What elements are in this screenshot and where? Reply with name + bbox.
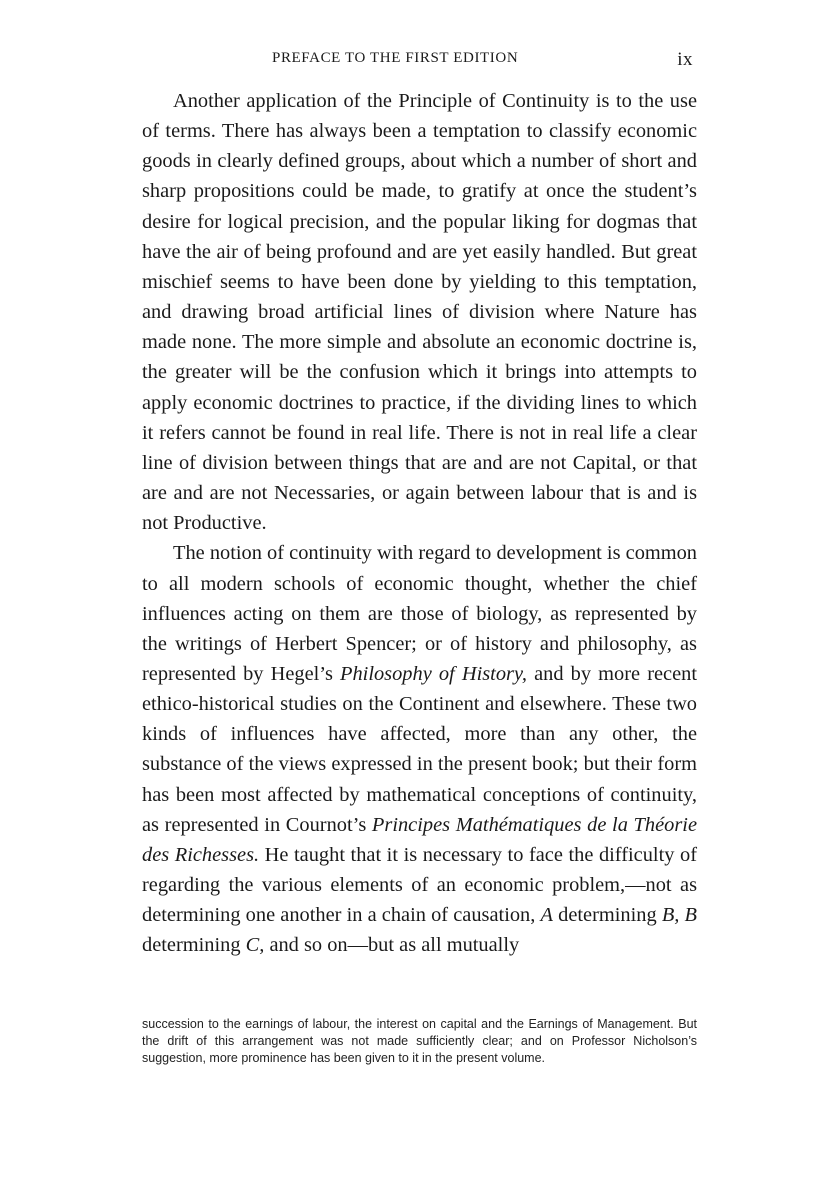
text-run: determining xyxy=(552,904,662,927)
text-run: and so on—but as all mutually xyxy=(264,934,520,957)
book-title-principes-mathematiques: Principes Mathématiques de la Théorie des Richesses. xyxy=(142,813,697,866)
text-run: and by more recent ethico-historical studies on the Continent and elsewhere. These two kinds of influences have affected, more than any other, the substance of the views expressed in the present book; but their form has been most affected by mathematical conceptions of continuity, as represented in Cournot’s xyxy=(142,662,697,836)
body-text xyxy=(142,86,697,961)
footnote-text: succession to the earnings of labour, the interest on capital and the Earnings of Management. But the drift of this arrangement was not made sufficiently clear; and on Professor Nicholson’s suggestion, more prominence has been given to it in the present volume. xyxy=(142,1017,697,1066)
page-number: ix xyxy=(677,49,693,70)
running-head xyxy=(142,50,697,72)
footnote xyxy=(142,1016,697,1068)
paragraph-continuity-of-development xyxy=(142,538,697,960)
variable-a: A xyxy=(540,904,553,927)
running-title: PREFACE TO THE FIRST EDITION xyxy=(272,50,519,66)
text-run: The notion of continuity with regard to development is common to all modern schools of economic thought, whether the chief influences acting on them are those of biology, as represented by the writings of Herbert Spencer; or of history and philosophy, as represented by Hegel’s xyxy=(142,542,697,685)
text-run: determining xyxy=(142,934,246,957)
text-run: He taught that it is necessary to face the difficulty of regarding the various elements of an economic problem,—not as determining one another in a chain of causation, xyxy=(142,843,697,927)
variable-b: B, B xyxy=(661,904,697,927)
paragraph-continuity-of-terms: Another application of the Principle of Continuity is to the use of terms. There has always been a temptation to classify economic goods in clearly defined groups, about which a number of short and sharp propositions could be made, to gratify at once the student’s desire for logical precision, and the popular liking for dogmas that have the air of being profound and are yet easily handled. But great mischief seems to have been done by yielding to this temptation, and drawing broad artificial lines of division where Nature has made none. The more simple and absolute an economic doctrine is, the greater will be the confusion which it brings into attempts to apply economic doctrines to practice, if the dividing lines to which it refers cannot be found in real life. There is not in real life a clear line of division between things that are and are not Capital, or that are and are not Necessaries, or again between labour that is and is not Productive. xyxy=(142,90,697,535)
variable-c: C, xyxy=(245,934,265,957)
book-title-philosophy-of-history: Philosophy of History, xyxy=(340,662,527,685)
